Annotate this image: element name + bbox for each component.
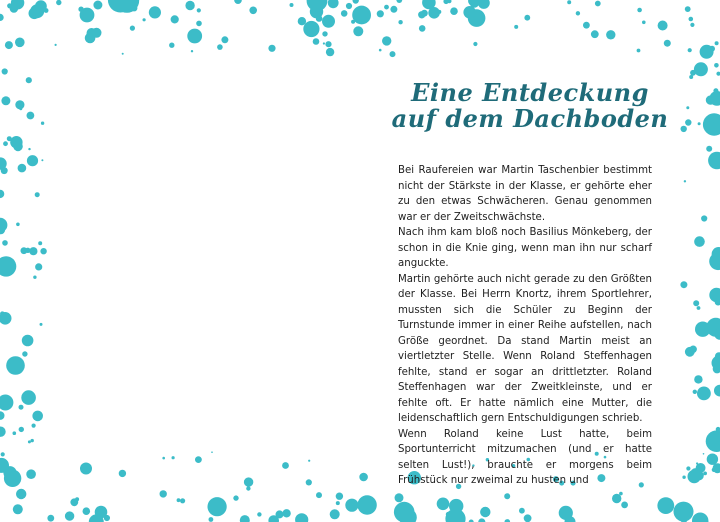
decor-dot bbox=[0, 190, 4, 198]
decor-dot bbox=[658, 21, 668, 31]
decor-dot bbox=[28, 440, 31, 443]
decor-dot bbox=[21, 390, 36, 405]
decor-dot bbox=[27, 112, 35, 120]
decor-dot bbox=[567, 0, 571, 4]
decor-dot bbox=[13, 431, 17, 435]
decor-dot bbox=[122, 53, 124, 55]
decor-dot bbox=[15, 38, 25, 48]
decor-dot bbox=[395, 493, 404, 502]
chapter-title-line-2: auf dem Dachboden bbox=[391, 104, 669, 133]
decor-dot bbox=[688, 48, 692, 52]
decor-dot bbox=[612, 494, 621, 503]
decor-dot bbox=[92, 28, 102, 38]
decor-dot bbox=[478, 0, 490, 9]
decor-dot bbox=[131, 5, 137, 11]
decor-dot bbox=[336, 501, 340, 505]
decor-dot bbox=[221, 36, 228, 43]
decor-dot bbox=[93, 1, 102, 10]
decor-dot bbox=[1, 452, 5, 456]
decor-dot bbox=[352, 6, 371, 25]
decor-dot bbox=[2, 240, 8, 246]
decor-dot bbox=[6, 356, 25, 375]
decor-dot bbox=[437, 10, 441, 14]
paragraph-1: Bei Raufereien war Martin Taschenbier bestimmt nicht der Stärkste in der Klasse, er gehörte eher zu den etwas Schwächeren. Genau genommen war er der Zweitschwächste. bbox=[398, 165, 652, 223]
decor-dot bbox=[326, 48, 334, 56]
chapter-body-text bbox=[398, 163, 652, 489]
decor-dot bbox=[681, 126, 687, 132]
decor-dot bbox=[688, 470, 701, 483]
decor-dot bbox=[524, 514, 532, 522]
decor-dot bbox=[419, 25, 426, 32]
decor-dot bbox=[345, 499, 358, 512]
decor-dot bbox=[703, 472, 707, 476]
decor-dot bbox=[295, 513, 308, 522]
decor-dot bbox=[330, 509, 340, 519]
decor-dot bbox=[233, 495, 238, 500]
decor-dot bbox=[0, 411, 5, 420]
decor-dot bbox=[257, 512, 261, 516]
decor-dot bbox=[690, 23, 694, 27]
decor-dot bbox=[621, 502, 628, 509]
decor-dot bbox=[316, 492, 322, 498]
decor-dot bbox=[0, 395, 13, 411]
decor-dot bbox=[187, 29, 202, 44]
decor-dot bbox=[26, 469, 36, 479]
decor-dot bbox=[701, 215, 707, 221]
decor-dot bbox=[35, 192, 40, 197]
decor-dot bbox=[480, 507, 490, 517]
decor-dot bbox=[359, 473, 368, 482]
decor-dot bbox=[686, 106, 689, 109]
decor-dot bbox=[19, 427, 24, 432]
decor-dot bbox=[290, 3, 294, 7]
decor-dot bbox=[32, 411, 43, 422]
decor-dot bbox=[33, 276, 36, 279]
decor-dot bbox=[437, 498, 450, 511]
decor-dot bbox=[708, 152, 720, 170]
decor-dot bbox=[119, 470, 126, 477]
decor-dot bbox=[27, 155, 38, 166]
paragraph-3: Martin gehörte auch nicht gerade zu den Größten der Klasse. Bei Herrn Knortz, ihrem Sportlehrer, mussten sich die Schüler zu Beginn der Turnstunde immer in einer Reihe aufstellen, nach Größe geordnet. Da stand Martin meist an viertletzter Stelle. Wenn Roland Steffenhagen fehlte, stand er sogar an drittletzter. Roland Steffenhagen war der Zweitkleinste, und er fehlte oft. Er hatte nämlich eine Mutter, die leidenschaftlich gern Entschuldigungen schrieb. bbox=[398, 273, 652, 424]
decor-dot bbox=[196, 21, 202, 27]
decor-dot bbox=[336, 493, 343, 500]
paragraph-4: Wenn Roland keine Lust hatte, beim Sportunterricht mitzumachen (und er hatte selten Lust!), brauchte er morgens beim Frühstück nur zweimal zu husten und bbox=[398, 428, 652, 486]
decor-dot bbox=[706, 146, 712, 152]
decor-dot bbox=[685, 119, 691, 125]
decor-dot bbox=[29, 247, 37, 255]
decor-dot bbox=[18, 164, 27, 173]
decor-dot bbox=[716, 72, 720, 76]
decor-dot bbox=[38, 241, 42, 245]
decor-dot bbox=[55, 44, 57, 46]
decor-dot bbox=[172, 456, 175, 459]
decor-dot bbox=[637, 49, 641, 53]
decor-dot bbox=[524, 15, 530, 21]
chapter-title-line-1: Eine Entdeckung bbox=[411, 78, 649, 107]
decor-dot bbox=[0, 14, 4, 21]
chapter-title bbox=[390, 80, 670, 132]
decor-dot bbox=[306, 479, 312, 485]
decor-dot bbox=[11, 470, 18, 477]
decor-dot bbox=[268, 45, 275, 52]
decor-dot bbox=[70, 498, 78, 506]
decor-dot bbox=[685, 6, 691, 12]
decor-dot bbox=[149, 6, 161, 18]
decor-dot bbox=[379, 49, 382, 52]
decor-dot bbox=[40, 323, 43, 326]
decor-dot bbox=[377, 10, 384, 17]
decor-dot bbox=[1, 96, 10, 105]
decor-dot bbox=[31, 424, 35, 428]
decor-dot bbox=[65, 511, 74, 520]
decor-dot bbox=[83, 507, 91, 515]
decor-dot bbox=[396, 0, 402, 3]
decor-dot bbox=[143, 18, 146, 21]
decor-dot bbox=[390, 51, 396, 57]
decor-dot bbox=[657, 497, 674, 514]
decor-dot bbox=[703, 453, 705, 455]
decor-dot bbox=[328, 0, 339, 8]
decor-dot bbox=[689, 17, 694, 22]
decor-dot bbox=[686, 466, 690, 470]
decor-dot bbox=[13, 504, 23, 514]
decor-dot bbox=[390, 6, 397, 13]
decor-dot bbox=[689, 347, 692, 350]
decor-dot bbox=[180, 498, 185, 503]
decor-dot bbox=[680, 281, 687, 288]
decor-dot bbox=[307, 0, 328, 11]
decor-dot bbox=[21, 247, 28, 254]
decor-dot bbox=[19, 107, 22, 110]
decor-dot bbox=[398, 20, 402, 24]
decor-dot bbox=[346, 3, 352, 9]
decor-dot bbox=[308, 460, 310, 462]
decor-dot bbox=[322, 31, 327, 36]
decor-dot bbox=[714, 385, 720, 397]
decor-dot bbox=[353, 26, 363, 36]
decor-dot bbox=[240, 515, 250, 522]
decor-dot bbox=[177, 498, 181, 502]
decor-dot bbox=[690, 70, 696, 76]
decor-dot bbox=[276, 510, 284, 518]
decor-dot bbox=[78, 7, 83, 12]
decor-dot bbox=[384, 5, 389, 10]
decor-dot bbox=[715, 41, 719, 45]
decor-dot bbox=[519, 508, 525, 514]
decor-dot bbox=[41, 122, 44, 125]
decor-dot bbox=[682, 476, 685, 479]
decor-dot bbox=[19, 405, 24, 410]
decor-dot bbox=[197, 8, 201, 12]
decor-dot bbox=[637, 8, 642, 13]
decor-dot bbox=[325, 41, 331, 47]
decor-dot bbox=[713, 88, 718, 93]
decor-dot bbox=[246, 486, 250, 490]
decor-dot bbox=[684, 180, 686, 182]
decor-dot bbox=[706, 430, 720, 452]
decor-dot bbox=[22, 351, 27, 356]
decor-dot bbox=[700, 45, 714, 59]
decor-dot bbox=[185, 1, 194, 10]
decor-dot bbox=[303, 21, 319, 37]
decor-dot bbox=[160, 490, 167, 497]
decor-dot bbox=[514, 25, 518, 29]
decor-dot bbox=[31, 439, 34, 442]
decor-dot bbox=[694, 62, 708, 76]
decor-dot bbox=[357, 495, 376, 514]
decor-dot bbox=[693, 390, 697, 394]
decor-dot bbox=[606, 30, 615, 39]
decor-dot bbox=[443, 0, 448, 4]
decor-dot bbox=[693, 300, 699, 306]
decor-dot bbox=[0, 312, 12, 325]
decor-dot bbox=[2, 68, 8, 74]
decor-dot bbox=[478, 518, 485, 522]
decor-dot bbox=[0, 427, 6, 437]
decor-dot bbox=[694, 375, 702, 383]
decor-dot bbox=[353, 0, 359, 4]
decor-dot bbox=[700, 516, 704, 520]
decor-dot bbox=[56, 0, 61, 5]
decor-dot bbox=[211, 451, 213, 453]
decor-dot bbox=[341, 10, 348, 17]
decor-dot bbox=[16, 489, 26, 499]
decor-dot bbox=[191, 50, 193, 52]
decor-dot bbox=[450, 7, 458, 15]
decor-dot bbox=[41, 159, 43, 161]
decor-dot bbox=[0, 218, 7, 233]
decor-dot bbox=[244, 477, 253, 486]
decor-dot bbox=[282, 462, 289, 469]
decor-dot bbox=[446, 512, 451, 517]
decor-dot bbox=[217, 44, 223, 50]
decor-dot bbox=[1, 167, 8, 174]
decor-dot bbox=[674, 502, 694, 522]
decor-dot bbox=[698, 122, 701, 125]
decor-dot bbox=[47, 515, 54, 522]
decor-dot bbox=[171, 15, 179, 23]
decor-dot bbox=[642, 21, 646, 25]
decor-dot bbox=[26, 77, 32, 83]
decor-dot bbox=[504, 493, 510, 499]
decor-dot bbox=[22, 335, 34, 347]
decor-dot bbox=[208, 497, 227, 516]
decor-dot bbox=[576, 11, 580, 15]
decor-dot bbox=[322, 15, 335, 28]
decor-dot bbox=[591, 30, 599, 38]
decor-dot bbox=[195, 456, 202, 463]
decor-dot bbox=[697, 306, 701, 310]
decor-dot bbox=[35, 0, 47, 12]
decor-dot bbox=[40, 248, 46, 254]
decor-dot bbox=[473, 42, 477, 46]
decor-dot bbox=[234, 0, 242, 4]
decor-dot bbox=[95, 506, 108, 519]
decor-dot bbox=[313, 38, 320, 45]
paragraph-2: Nach ihm kam bloß noch Basilius Mönkeberg, der schon in die Knie ging, wenn man ihn nur scharf anguckte. bbox=[398, 227, 652, 269]
decor-dot bbox=[162, 457, 165, 460]
decor-dot bbox=[35, 263, 42, 270]
decor-dot bbox=[694, 236, 705, 247]
decor-dot bbox=[298, 17, 306, 25]
decor-dot bbox=[10, 136, 22, 148]
decor-dot bbox=[28, 148, 30, 150]
decor-dot bbox=[382, 36, 391, 45]
decor-dot bbox=[418, 11, 425, 18]
decor-dot bbox=[0, 256, 16, 276]
decor-dot bbox=[130, 26, 135, 31]
decor-dot bbox=[583, 22, 590, 29]
decor-dot bbox=[3, 141, 8, 146]
decor-dot bbox=[714, 63, 719, 68]
decor-dot bbox=[80, 463, 92, 475]
decor-dot bbox=[697, 387, 711, 401]
decor-dot bbox=[7, 3, 12, 8]
decor-dot bbox=[249, 7, 257, 15]
decor-dot bbox=[169, 43, 174, 48]
decor-dot bbox=[5, 41, 13, 49]
decor-dot bbox=[209, 517, 214, 522]
decor-dot bbox=[595, 1, 601, 7]
decor-dot bbox=[664, 40, 671, 47]
decor-dot bbox=[16, 223, 20, 227]
decor-dot bbox=[323, 42, 325, 44]
decor-dot bbox=[282, 509, 290, 517]
decor-dot bbox=[707, 454, 718, 465]
decor-dot bbox=[463, 6, 476, 19]
decor-dot bbox=[695, 322, 710, 337]
